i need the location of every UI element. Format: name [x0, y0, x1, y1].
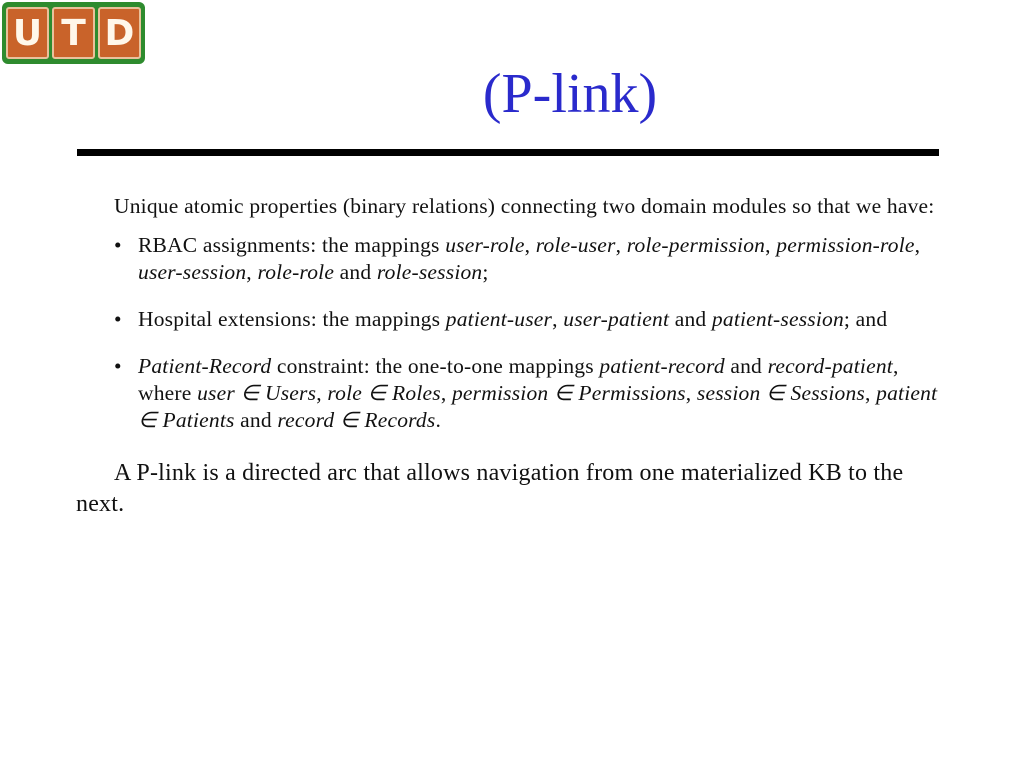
separator: , [892, 354, 899, 378]
list-item [76, 232, 950, 286]
separator: , [615, 233, 627, 257]
separator: , [524, 233, 536, 257]
logo-letter: D [98, 7, 141, 59]
separator: , [914, 233, 921, 257]
intro-paragraph: Unique atomic properties (binary relations) connecting two domain modules so that we have: [114, 194, 935, 218]
title-divider [77, 149, 939, 156]
utd-logo [2, 2, 145, 64]
mapping-term: patient-session [711, 307, 844, 331]
set-membership: role ∈ Roles [327, 381, 441, 405]
closing-paragraph: A P-link is a directed arc that allows navigation from one materialized KB to the next. [76, 460, 904, 517]
mapping-term: patient-user [445, 307, 553, 331]
mapping-term: patient-record [599, 354, 725, 378]
separator: , [685, 381, 697, 405]
set-membership: session ∈ Sessions [696, 381, 865, 405]
set-membership: permission ∈ Permissions [451, 381, 686, 405]
separator: , [440, 381, 452, 405]
bullet-icon: • [114, 233, 122, 257]
mapping-term: role-permission [626, 233, 766, 257]
set-membership: user ∈ Users [197, 381, 317, 405]
set-membership: patient ∈ Patients [138, 381, 938, 432]
logo-letter: T [52, 7, 95, 59]
slide-title: (P-link) [482, 63, 658, 125]
bullet-icon: • [114, 307, 122, 331]
separator: and [669, 307, 712, 331]
bullet-icon: • [114, 354, 122, 378]
slide-body [76, 193, 950, 520]
separator: , [864, 381, 877, 405]
separator: and [334, 260, 377, 284]
mapping-term: role-session [376, 260, 483, 284]
item-text: constraint: the one-to-one mappings [271, 354, 600, 378]
mapping-term: user-session [138, 260, 247, 284]
separator: , [316, 381, 328, 405]
logo-letter: U [6, 7, 49, 59]
mapping-term: role-user [535, 233, 616, 257]
separator: ; and [843, 307, 888, 331]
item-text: RBAC assignments: the mappings [138, 233, 446, 257]
where-label: where [138, 381, 198, 405]
mapping-term: permission-role [776, 233, 915, 257]
separator: , [552, 307, 564, 331]
separator: and [234, 408, 278, 432]
separator: ; [482, 260, 489, 284]
item-text: Hospital extensions: the mappings [138, 307, 446, 331]
separator: . [435, 408, 442, 432]
mapping-term: user-patient [563, 307, 670, 331]
constraint-name: Patient-Record [138, 354, 272, 378]
separator: , [765, 233, 777, 257]
bullet-list [76, 232, 950, 434]
separator: and [724, 354, 768, 378]
set-membership: record ∈ Records [277, 408, 436, 432]
list-item [76, 353, 950, 434]
mapping-term: user-role [445, 233, 525, 257]
list-item [76, 306, 950, 333]
mapping-term: record-patient [767, 354, 893, 378]
mapping-term: role-role [257, 260, 335, 284]
separator: , [246, 260, 258, 284]
